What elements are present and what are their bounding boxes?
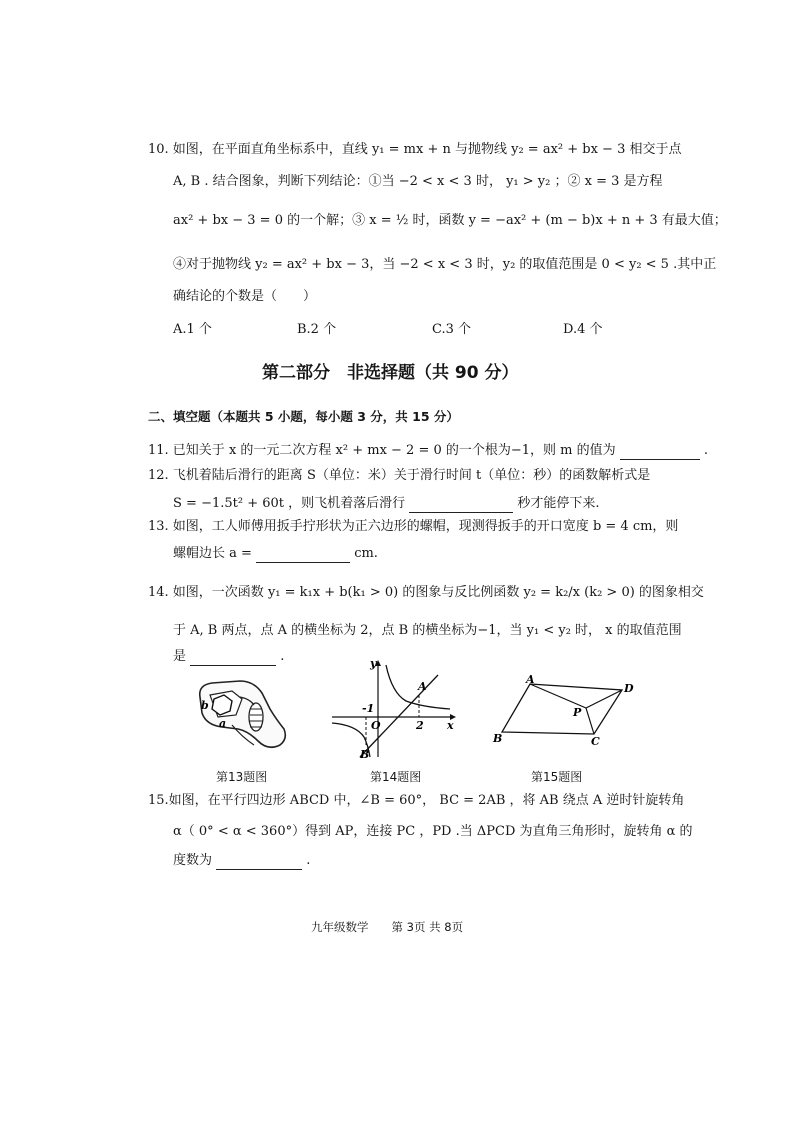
q11-line <box>148 442 708 460</box>
fig15-label-a: A <box>526 674 535 686</box>
q13-answer-blank <box>256 548 350 563</box>
q11-answer-blank <box>620 445 700 460</box>
q13-line-2 <box>173 545 378 563</box>
q10-line-1: 10. 如图，在平面直角坐标系中，直线 y₁ = mx + n 与抛物线 y₂ = ax² + bx − 3 相交于点 <box>148 142 682 157</box>
q13-text-b: cm. <box>354 546 378 561</box>
fig15-label-b: B <box>493 732 503 745</box>
q12-text-b: 秒才能停下来. <box>517 496 600 511</box>
hex-nut <box>212 695 232 715</box>
fig14-label-neg1: -1 <box>362 702 375 715</box>
q12-text-a: S = −1.5t² + 60t ，则飞机着落后滑行 <box>173 496 406 511</box>
q14-line-2: 于 A, B 两点，点 A 的横坐标为 2，点 B 的横坐标为−1，当 y₁ < y₂ 时， x 的取值范围 <box>173 623 682 638</box>
q10-line-3: ax² + bx − 3 = 0 的一个解；③ x = ½ 时，函数 y = −ax² + (m − b)x + n + 3 有最大值； <box>173 213 727 228</box>
fig14-label-o: O <box>371 719 381 732</box>
figure-13-wrench <box>192 675 290 757</box>
q15-text-b: . <box>306 853 311 868</box>
figure-15-caption: 第15题图 <box>531 770 583 784</box>
q14-text-b: . <box>280 649 285 664</box>
q14-line-3 <box>173 648 284 666</box>
fig14-label-2: 2 <box>416 719 424 732</box>
figure-15-parallelogram <box>490 674 640 746</box>
parallelogram-abcd <box>502 684 622 734</box>
fig13-label-b: b <box>201 699 209 712</box>
q10-option-b: B.2 个 <box>297 322 337 337</box>
fig14-label-a: A <box>418 680 427 693</box>
q14-answer-blank <box>190 651 276 666</box>
fig14-label-y: y <box>370 657 377 670</box>
q15-line-3 <box>173 852 310 870</box>
q13-line-1: 13. 如图，工人师傅用扳手拧形状为正六边形的螺帽，现测得扳手的开口宽度 b = 4 cm，则 <box>148 519 679 534</box>
q12-line-1: 12. 飞机着陆后滑行的距离 S（单位：米）关于滑行时间 t（单位：秒）的函数解析式是 <box>148 468 651 483</box>
section2-title: 二、填空题（本题共 5 小题，每小题 3 分，共 15 分） <box>148 409 459 424</box>
fig15-label-p: P <box>573 706 582 719</box>
q15-text-a: 度数为 <box>173 853 213 868</box>
q11-end: . <box>703 443 709 458</box>
q11-text: 11. 已知关于 x 的一元二次方程 x² + mx − 2 = 0 的一个根为−1，则 m 的值为 <box>148 443 616 458</box>
fig13-label-a: a <box>219 717 227 730</box>
page-footer: 九年级数学 第 3页 共 8页 <box>311 920 464 934</box>
figure-13-caption: 第13题图 <box>216 770 268 784</box>
q14-line-1: 14. 如图，一次函数 y₁ = k₁x + b(k₁ > 0) 的图象与反比例函数 y₂ = k₂/x (k₂ > 0) 的图象相交 <box>148 585 704 600</box>
q12-answer-blank <box>409 498 513 513</box>
fig14-label-b: B <box>360 748 370 761</box>
q10-line-5: 确结论的个数是（ ） <box>173 289 317 304</box>
q10-option-c: C.3 个 <box>432 322 472 337</box>
q12-line-2 <box>173 495 600 513</box>
q15-line-1: 15.如图，在平行四边形 ABCD 中，∠B = 60°， BC = 2AB ，将 AB 绕点 A 逆时针旋转角 <box>148 793 685 808</box>
fig15-label-d: D <box>624 682 634 695</box>
q15-line-2: α（ 0° < α < 360°）得到 AP，连接 PC ，PD .当 ΔPCD 为直角三角形时，旋转角 α 的 <box>173 824 693 839</box>
figure-14-caption: 第14题图 <box>370 770 422 784</box>
q14-text-a: 是 <box>173 649 187 664</box>
q10-line-4: ④对于抛物线 y₂ = ax² + bx − 3，当 −2 < x < 3 时，y₂ 的取值范围是 0 < y₂ < 5 .其中正 <box>173 257 717 272</box>
figure-14-graph <box>326 657 458 761</box>
fig15-label-c: C <box>591 735 600 746</box>
q10-option-a: A.1 个 <box>173 322 212 337</box>
q10-option-d: D.4 个 <box>563 322 603 337</box>
q10-line-2: A, B . 结合图象，判断下列结论：①当 −2 < x < 3 时， y₁ > y₂ ；② x = 3 是方程 <box>173 174 663 189</box>
wrench-body <box>200 681 286 747</box>
q15-answer-blank <box>216 855 302 870</box>
part2-title: 第二部分 非选择题（共 90 分） <box>262 363 519 383</box>
fig14-label-x: x <box>447 719 454 732</box>
q13-text-a: 螺帽边长 a = <box>173 546 252 561</box>
